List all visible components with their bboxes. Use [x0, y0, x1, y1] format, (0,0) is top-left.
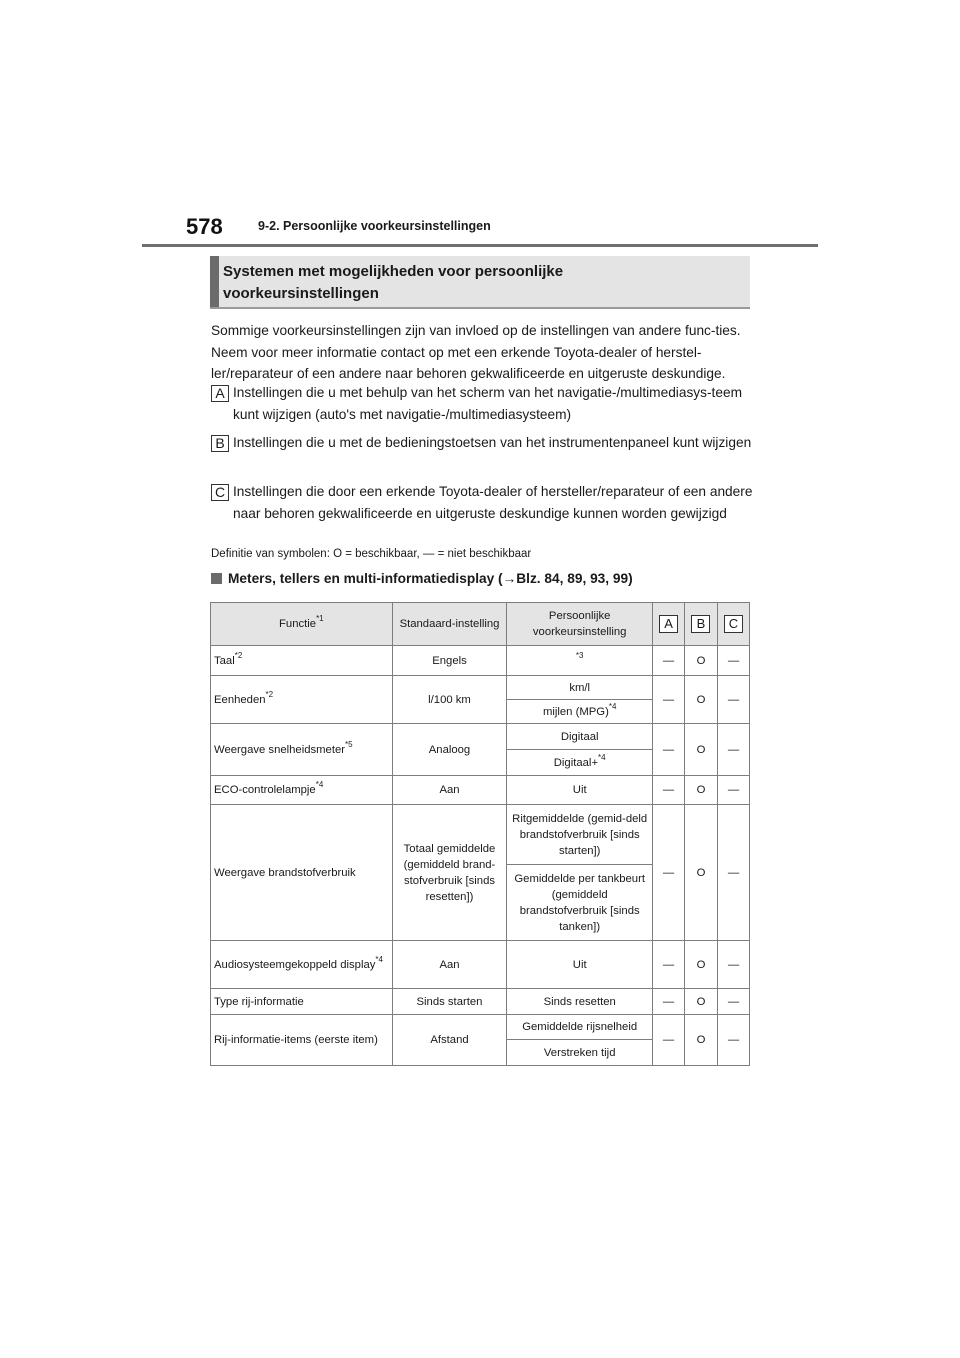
row-custom: *3 — [507, 646, 653, 676]
row-default: Afstand — [392, 1015, 507, 1066]
intro-paragraph: Sommige voorkeursinstellingen zijn van invloed op de instellingen van andere func-ties. Neem voor meer informatie contact op met een erkende Toyota-dealer of herstel-ler/reparateur of een andere naar behoren gekwalificeerde en uitgeruste deskundige. — [211, 323, 741, 381]
row-function: ECO-controlelampje$^{*4}$ — [211, 776, 393, 805]
row-a: — — [653, 676, 685, 724]
row-c: — — [717, 941, 749, 989]
row-default: Aan — [392, 776, 507, 805]
row-b: O — [685, 676, 718, 724]
row-function: Rij-informatie-items (eerste item) — [211, 1015, 393, 1066]
row-custom: Digitaal — [507, 724, 653, 750]
option-a-letter: A — [211, 385, 229, 402]
header-default: Standaard-instelling — [392, 603, 507, 646]
table-header-row — [211, 603, 750, 646]
row-custom: Digitaal+$^{*4}$ — [507, 750, 653, 776]
row-function: Eenheden$^{*2}$ — [211, 676, 393, 724]
row-custom: Sinds resetten — [507, 989, 653, 1015]
row-default: Sinds starten — [392, 989, 507, 1015]
row-custom: Uit — [507, 776, 653, 805]
row-a: — — [653, 776, 685, 805]
row-b: O — [685, 805, 718, 941]
row-c: — — [717, 989, 749, 1015]
row-a: — — [653, 1015, 685, 1066]
row-default: Engels — [392, 646, 507, 676]
row-function: Weergave brandstofverbruik — [211, 805, 393, 941]
row-c: — — [717, 805, 749, 941]
square-bullet-icon — [211, 573, 222, 584]
row-c: — — [717, 1015, 749, 1066]
option-c-text: Instellingen die door een erkende Toyota-dealer of hersteller/reparateur of een andere naar behoren gekwalificeerde en uitgeruste deskundige kunnen worden gewijzigd — [233, 484, 753, 521]
row-c: — — [717, 676, 749, 724]
row-custom: Gemiddelde per tankbeurt (gemiddeld brandstofverbruik [sinds tanken]) — [507, 865, 653, 941]
subheading — [211, 571, 633, 586]
row-b: O — [685, 1015, 718, 1066]
page-number: 578 — [186, 214, 223, 239]
row-default: Totaal gemiddelde (gemiddeld brand-stofverbruik [sinds resetten]) — [392, 805, 507, 941]
table-row — [211, 676, 750, 700]
chapter-title: 9-2. Persoonlijke voorkeursinstellingen — [258, 219, 491, 233]
row-b: O — [685, 724, 718, 776]
table-row — [211, 805, 750, 865]
row-default: l/100 km — [392, 676, 507, 724]
row-custom: Verstreken tijd — [507, 1040, 653, 1066]
header-custom: Persoonlijke voorkeursinstelling — [507, 603, 653, 646]
option-c-letter: C — [211, 484, 229, 501]
row-custom: Ritgemiddelde (gemid-deld brandstofverbruik [sinds starten]) — [507, 805, 653, 865]
header-col-b: B — [685, 603, 718, 646]
row-custom: Uit — [507, 941, 653, 989]
row-default: Aan — [392, 941, 507, 989]
section-heading-box — [210, 256, 750, 309]
table-row — [211, 1015, 750, 1040]
row-b: O — [685, 941, 718, 989]
table-row — [211, 776, 750, 805]
option-b-text: Instellingen die u met de bedieningstoetsen van het instrumentenpaneel kunt wijzigen — [233, 435, 752, 450]
row-default: Analoog — [392, 724, 507, 776]
option-c — [211, 481, 753, 524]
table-row — [211, 646, 750, 676]
row-function: Audiosysteemgekoppeld display$^{*4}$ — [211, 941, 393, 989]
row-function: Weergave snelheidsmeter$^{*5}$ — [211, 724, 393, 776]
row-c: — — [717, 776, 749, 805]
row-function: Type rij-informatie — [211, 989, 393, 1015]
option-b — [211, 432, 753, 454]
table-row — [211, 989, 750, 1015]
row-a: — — [653, 724, 685, 776]
symbol-definition: Definitie van symbolen: O = beschikbaar, — = niet beschikbaar — [211, 548, 532, 560]
row-b: O — [685, 646, 718, 676]
header-rule — [142, 244, 818, 247]
subheading-text: Meters, tellers en multi-informatiedisplay (→Blz. 84, 89, 93, 99) — [228, 571, 633, 586]
header-function: Functie$^{*1}$ — [211, 603, 393, 646]
row-a: — — [653, 989, 685, 1015]
header-col-c: C — [717, 603, 749, 646]
row-c: — — [717, 724, 749, 776]
settings-table — [210, 602, 750, 1066]
row-custom: mijlen (MPG)$^{*4}$ — [507, 700, 653, 724]
option-a — [211, 382, 753, 425]
row-function: Taal$^{*2}$ — [211, 646, 393, 676]
row-b: O — [685, 776, 718, 805]
row-a: — — [653, 646, 685, 676]
table-row — [211, 724, 750, 750]
row-b: O — [685, 989, 718, 1015]
row-a: — — [653, 805, 685, 941]
table-row — [211, 941, 750, 989]
section-title: Systemen met mogelijkheden voor persoonlijke voorkeursinstellingen — [223, 263, 564, 302]
header-col-a: A — [653, 603, 685, 646]
option-a-text: Instellingen die u met behulp van het scherm van het navigatie-/multimediasys-teem kunt wijzigen (auto's met navigatie-/multimediasysteem) — [233, 385, 742, 422]
section-heading-bar — [210, 256, 219, 307]
row-custom: km/l — [507, 676, 653, 700]
row-custom: Gemiddelde rijsnelheid — [507, 1015, 653, 1040]
option-b-letter: B — [211, 435, 229, 452]
row-a: — — [653, 941, 685, 989]
row-c: — — [717, 646, 749, 676]
